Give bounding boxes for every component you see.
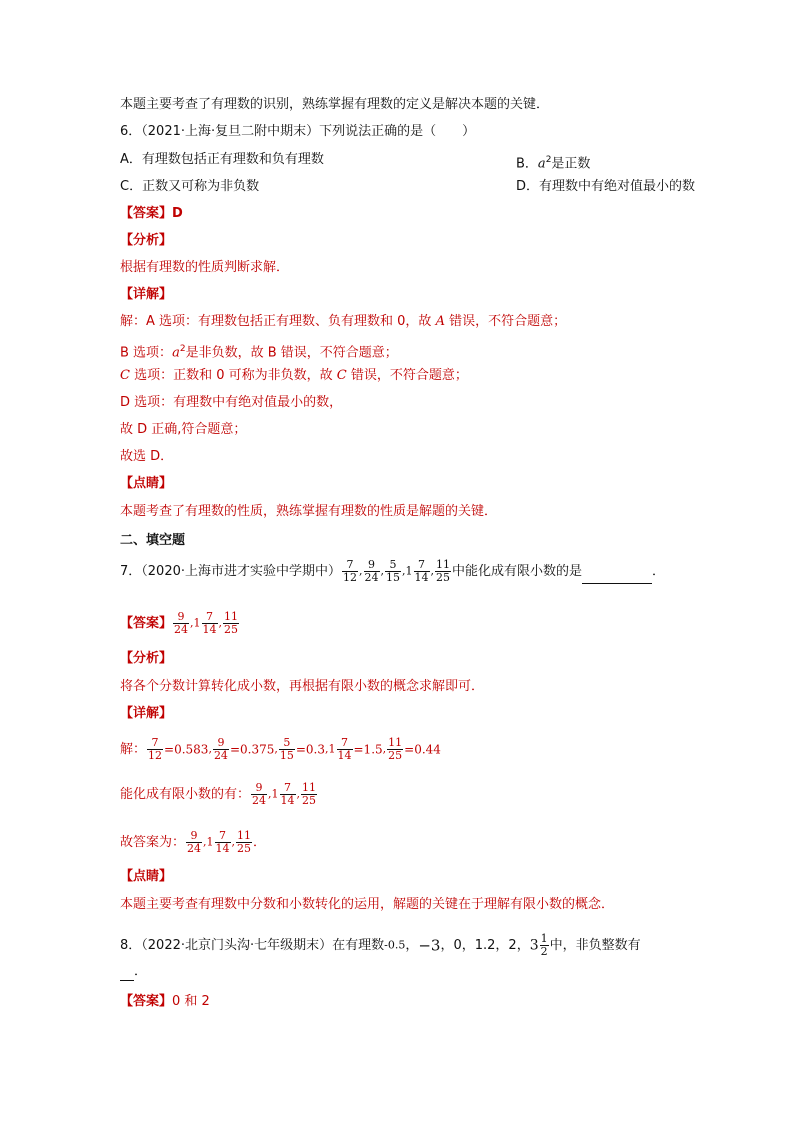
q8-answer-blank bbox=[120, 966, 134, 981]
q7-answer-blank bbox=[582, 569, 652, 584]
q6-detail-line2: B 选项：$a^2$是非负数，故 B 错误，不符合题意； bbox=[120, 344, 398, 361]
q7-frac-1: $\frac{7}{12}$ bbox=[343, 558, 357, 584]
q6-detail-line4: D 选项：有理数中有绝对值最小的数， bbox=[120, 395, 343, 410]
q7-calc-frac-3: $\frac{5}{15}$ bbox=[279, 736, 294, 762]
q7-stem: 7．（2020·上海市进才实验中学期中） $\frac{7}{12}$ , $\frac{9}{24}$ , $\frac{5}{15}$ ,1 $\frac{7}{14}$ , $\frac{11}{25}$ 中能化成有限小数的是 ． bbox=[120, 558, 666, 584]
q7-final-frac-3: $\frac{11}{25}$ bbox=[237, 829, 252, 855]
q7-frac-4: $\frac{7}{14}$ bbox=[414, 558, 429, 584]
q7-frac-5: $\frac{11}{25}$ bbox=[436, 558, 450, 584]
q7-finite-frac-2: $\frac{7}{14}$ bbox=[280, 781, 295, 807]
q6-detail-line6: 故选 D． bbox=[120, 449, 174, 464]
q7-detail-label: 【详解】 bbox=[120, 706, 173, 721]
q6-stem: 6．（2021·上海·复旦二附中期末）下列说法正确的是（ ） bbox=[120, 124, 476, 139]
intro-line: 本题主要考查了有理数的识别，熟练掌握有理数的定义是解决本题的关键． bbox=[120, 97, 550, 112]
q7-analysis-text: 将各个分数计算转化成小数，再根据有限小数的概念求解即可． bbox=[120, 679, 485, 694]
q7-finite-line: 能化成有限小数的有： $\frac{9}{24}$ ,1 $\frac{7}{14}$ , $\frac{11}{25}$ bbox=[120, 781, 317, 807]
q6-option-d: D．有理数中有绝对值最小的数 bbox=[516, 179, 696, 194]
q6-detail-line5: 故 D 正确,符合题意； bbox=[120, 422, 247, 437]
section-title: 二、填空题 bbox=[120, 533, 186, 548]
q7-calc-frac-2: $\frac{9}{24}$ bbox=[213, 736, 228, 762]
q7-calc-line: 解： $\frac{7}{12}$ =0.583, $\frac{9}{24}$ =0.375, $\frac{5}{15}$ =0.3,1 $\frac{7}{14}$ =1.5, $\frac{11}{25}$ =0.44 bbox=[120, 736, 441, 762]
q7-comment-label: 【点睛】 bbox=[120, 869, 173, 884]
q8-mixed-frac: $\frac{1}{2}$ bbox=[540, 932, 548, 958]
q7-calc-frac-1: $\frac{7}{12}$ bbox=[148, 736, 163, 762]
q6-detail-label: 【详解】 bbox=[120, 287, 173, 302]
q7-calc-frac-4: $\frac{7}{14}$ bbox=[337, 736, 352, 762]
q7-final-frac-1: $\frac{9}{24}$ bbox=[187, 829, 202, 855]
q7-frac-3: $\frac{5}{15}$ bbox=[386, 558, 400, 584]
q7-final-frac-2: $\frac{7}{14}$ bbox=[215, 829, 230, 855]
q6-comment-text: 本题考查了有理数的性质，熟练掌握有理数的性质是解题的关键． bbox=[120, 504, 498, 519]
q6-options-row2 bbox=[120, 178, 696, 196]
q7-analysis-label: 【分析】 bbox=[120, 651, 173, 666]
q6-option-b: B．$a^2$是正数 bbox=[516, 155, 591, 172]
q7-answer-frac-1: $\frac{9}{24}$ bbox=[174, 610, 189, 636]
q8-stem: 8．（2022·北京门头沟·七年级期末）在有理数-0.5，−3，0，1.2，2，3 $\frac{1}{2}$ 中，非负整数有 bbox=[120, 932, 641, 958]
q7-frac-2: $\frac{9}{24}$ bbox=[364, 558, 379, 584]
q6-options-row1 bbox=[120, 151, 591, 172]
q6-analysis-text: 根据有理数的性质判断求解． bbox=[120, 260, 290, 275]
q7-final-line: 故答案为： $\frac{9}{24}$ ,1 $\frac{7}{14}$ , $\frac{11}{25}$ ． bbox=[120, 829, 267, 855]
q7-answer-frac-3: $\frac{11}{25}$ bbox=[224, 610, 239, 636]
q7-finite-frac-1: $\frac{9}{24}$ bbox=[252, 781, 267, 807]
q6-option-c: C．正数又可称为非负数 bbox=[120, 179, 260, 194]
q8-answer: 【答案】0 和 2 bbox=[120, 994, 210, 1009]
q6-option-a: A．有理数包括正有理数和负有理数 bbox=[120, 152, 324, 167]
q6-analysis-label: 【分析】 bbox=[120, 233, 173, 248]
q6-detail-line3: C 选项：正数和 0 可称为非负数，故 C 错误，不符合题意； bbox=[120, 368, 468, 383]
q7-comment-text: 本题主要考查有理数中分数和小数转化的运用，解题的关键在于理解有限小数的概念． bbox=[120, 897, 615, 912]
q7-calc-frac-5: $\frac{11}{25}$ bbox=[388, 736, 403, 762]
q6-detail-line1: 解：A 选项：有理数包括正有理数、负有理数和 0，故 A 错误，不符合题意； bbox=[120, 314, 567, 329]
q6-comment-label: 【点睛】 bbox=[120, 476, 173, 491]
q7-answer: 【答案】 $\frac{9}{24}$ ,1 $\frac{7}{14}$ , $\frac{11}{25}$ bbox=[120, 610, 239, 636]
q7-finite-frac-3: $\frac{11}{25}$ bbox=[302, 781, 317, 807]
q7-answer-frac-2: $\frac{7}{14}$ bbox=[202, 610, 217, 636]
q6-answer: 【答案】D bbox=[120, 206, 183, 221]
q8-blank-line: ． bbox=[120, 963, 147, 981]
